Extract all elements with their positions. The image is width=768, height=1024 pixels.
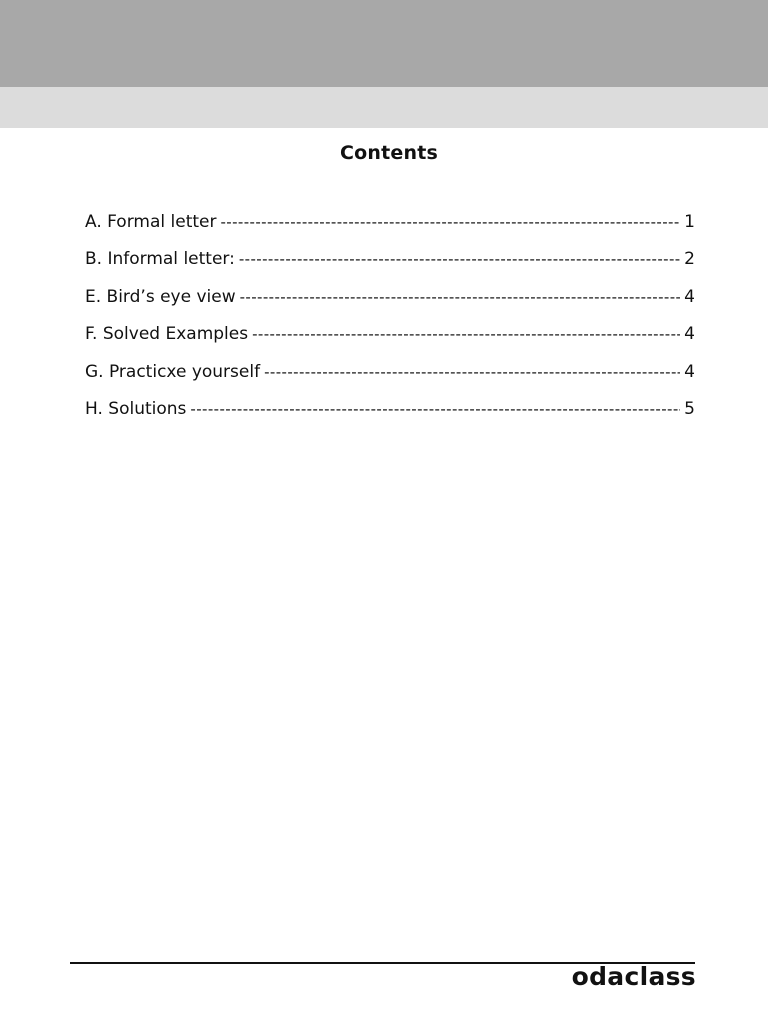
header-band-light (0, 87, 768, 128)
toc-leader-dashes (240, 288, 681, 306)
toc-entry-page: 2 (684, 249, 695, 270)
toc-entry[interactable] (85, 249, 695, 286)
toc-entry-page: 4 (684, 324, 695, 345)
toc-leader-dashes (264, 363, 680, 381)
table-of-contents (85, 212, 695, 436)
toc-leader-dashes (252, 325, 680, 343)
toc-entry[interactable] (85, 287, 695, 324)
page-title: Contents (339, 142, 438, 164)
toc-entry-label: F. Solved Examples (85, 324, 249, 345)
brand-logo: odaclass (571, 962, 696, 991)
toc-leader-dashes (220, 213, 680, 231)
toc-entry[interactable] (85, 212, 695, 249)
toc-entry-label: A. Formal letter (85, 212, 217, 232)
toc-entry-label: B. Informal letter: (85, 249, 235, 270)
toc-entry[interactable] (85, 362, 695, 399)
toc-entry-page: 4 (684, 361, 695, 382)
toc-entry-page: 5 (684, 398, 695, 419)
toc-entry-label: E. Bird’s eye view (85, 286, 236, 307)
toc-entry-label: H. Solutions (85, 398, 187, 419)
toc-entry[interactable] (85, 399, 695, 436)
toc-entry-page: 1 (684, 212, 695, 232)
header-band-dark (0, 0, 768, 87)
toc-leader-dashes (190, 400, 680, 418)
toc-leader-dashes (239, 250, 680, 268)
toc-entry-label: G. Practicxe yourself (85, 361, 261, 382)
toc-entry-page: 4 (684, 286, 695, 307)
toc-entry[interactable] (85, 324, 695, 361)
